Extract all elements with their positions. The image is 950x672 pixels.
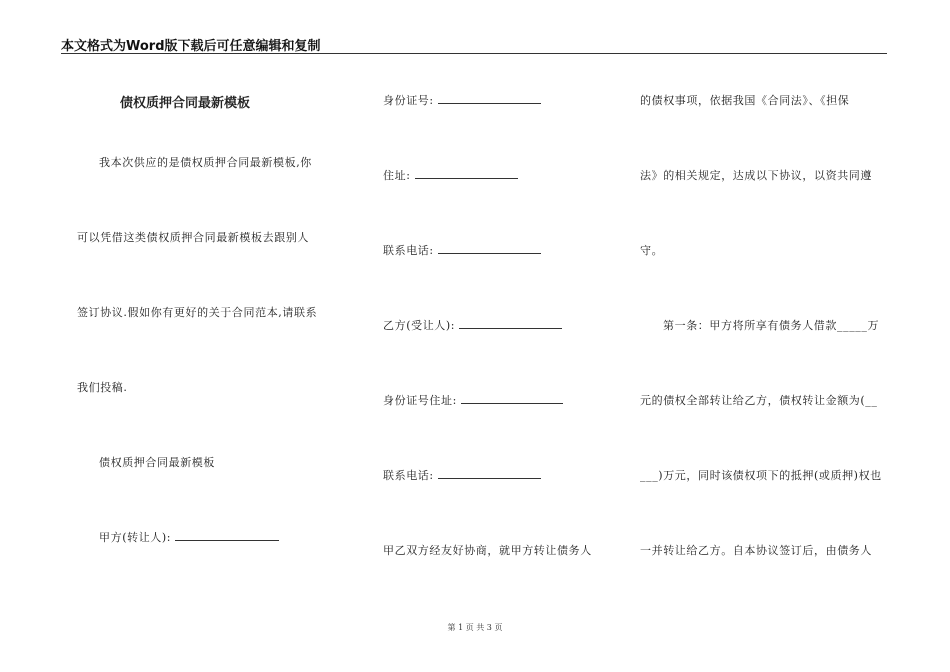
body-line-2: 法》的相关规定，达成以下协议，以资共同遵 — [640, 169, 872, 182]
party-b-field — [383, 317, 562, 333]
article-one-line: 第一条：甲方将所享有债务人借款_____万 — [663, 319, 880, 332]
body-line-7: 一并转让给乙方。自本协议签订后，由债务人 — [640, 544, 872, 557]
document-title: 债权质押合同最新模板 — [120, 96, 251, 111]
intro-line-2: 可以凭借这类债权质押合同最新模板去跟别人 — [77, 231, 309, 244]
header-divider — [61, 53, 887, 54]
body-line-5: 元的债权全部转让给乙方，债权转让金额为(__ — [640, 394, 878, 407]
party-a-blank — [175, 530, 279, 541]
party-b-blank — [459, 318, 562, 329]
intro-line-1: 我本次供应的是债权质押合同最新模板,你 — [99, 156, 312, 169]
address-blank — [415, 168, 518, 179]
contract-subtitle: 债权质押合同最新模板 — [99, 456, 215, 469]
party-a-label: 甲方(转让人): — [99, 531, 172, 544]
address-label: 住址: — [383, 169, 411, 182]
party-b-label: 乙方(受让人): — [383, 319, 456, 332]
page-number: 第 1 页 共 3 页 — [447, 623, 503, 632]
phone-label: 联系电话: — [383, 244, 434, 257]
body-line-6: ___)万元，同时该债权项下的抵押(或质押)权也 — [640, 469, 882, 482]
phone-field — [383, 242, 541, 258]
intro-line-4: 我们投稿. — [77, 381, 128, 394]
phone-field-2 — [383, 467, 541, 483]
negotiation-line: 甲乙双方经友好协商，就甲方转让债务人 — [383, 544, 592, 557]
intro-line-3: 签订协议.假如你有更好的关于合同范本,请联系 — [77, 306, 318, 319]
phone-label-2: 联系电话: — [383, 469, 434, 482]
id-address-field — [383, 392, 563, 408]
phone-blank — [438, 243, 541, 254]
phone-blank-2 — [438, 468, 541, 479]
id-address-label: 身份证号住址: — [383, 394, 457, 407]
body-line-1: 的债权事项，依据我国《合同法》、《担保 — [640, 94, 850, 107]
id-address-blank — [461, 393, 563, 404]
party-a-field — [99, 529, 279, 545]
id-number-field — [383, 92, 541, 108]
id-number-blank — [438, 93, 541, 104]
id-number-label: 身份证号: — [383, 94, 434, 107]
document-header-title: 本文格式为Word版下载后可任意编辑和复制 — [61, 39, 321, 54]
body-line-3: 守。 — [640, 244, 664, 257]
address-field — [383, 167, 518, 183]
